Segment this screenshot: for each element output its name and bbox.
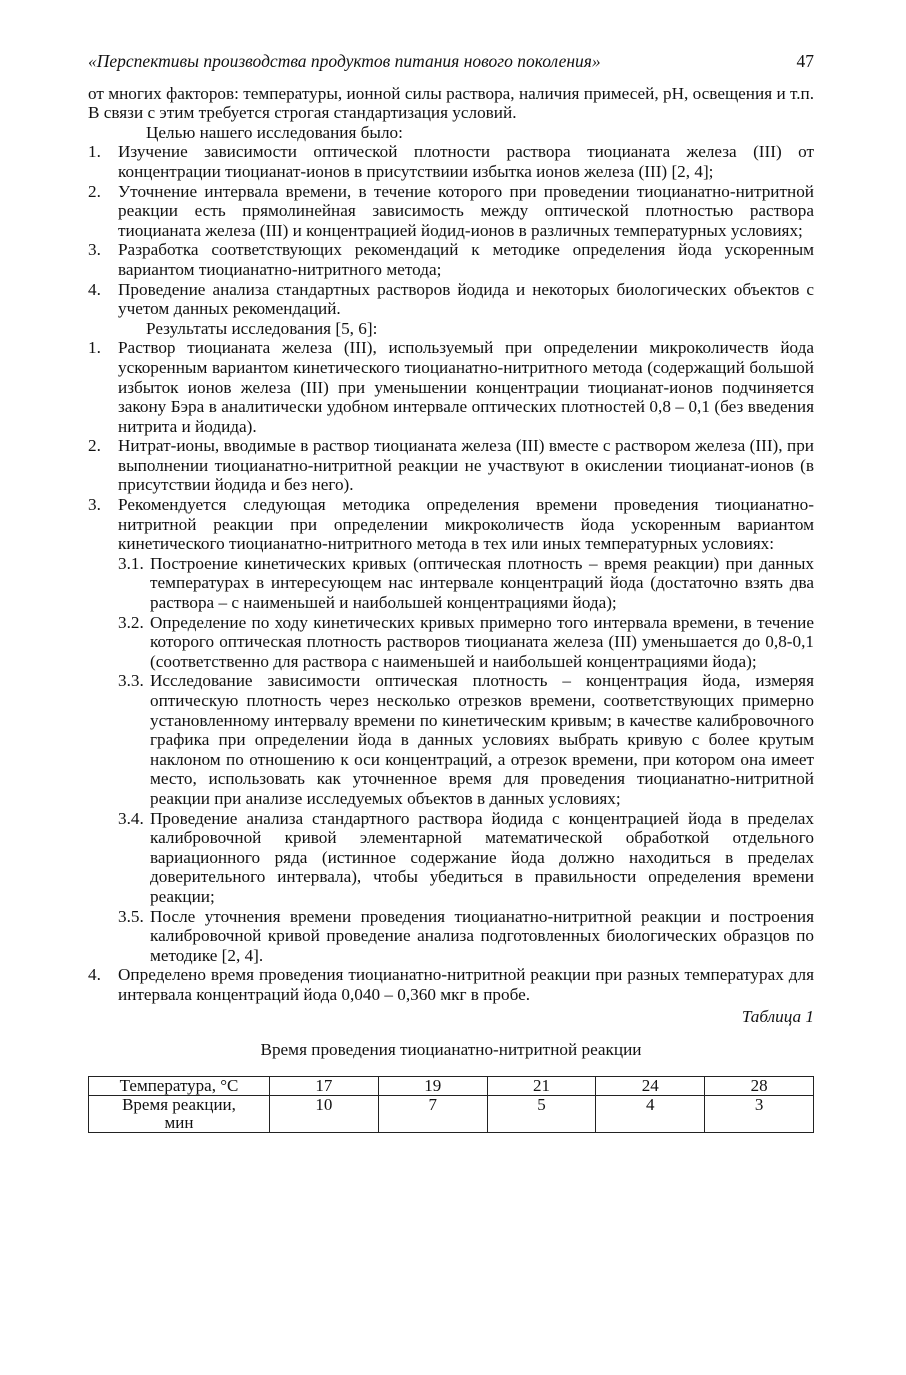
sub-item: 3.5. После уточнения времени проведения тиоцианатно-нитритной реакции и построения калибровочной кривой проведение анализа подготовленных биологических образцов по методике [2, 4]. — [118, 906, 814, 965]
page — [88, 52, 814, 1133]
results-heading: Результаты исследования [5, 6]: — [146, 318, 378, 338]
row-label-time: Время реакции, мин — [89, 1095, 270, 1132]
journal-title: «Перспективы производства продуктов питания нового поколения» — [88, 51, 601, 71]
results-list — [88, 338, 814, 1004]
running-header — [88, 52, 814, 72]
result-item: 1. Раствор тиоцианата железа (III), используемый при определении микроколичеств йода ускоренным вариантом кинетического тиоцианатно-нитритного метода (содержащий большой избыток ионов железа (III) при уменьшении концентрации тиоцианат-ионов подчиняется закону Бэра в аналитически удобном интервале оптических плотностей 0,8 – 0,1 (без введения нитрита и йодида). — [88, 338, 814, 436]
table-row — [89, 1076, 814, 1095]
time-cell: 7 — [378, 1095, 487, 1132]
temperature-cell: 19 — [378, 1076, 487, 1095]
aim-item: 2. Уточнение интервала времени, в течение которого при проведении тиоцианатно-нитритной реакции есть прямолинейная зависимость между оптической плотностью раствора тиоцианата железа (III) и концентрацией йодид-ионов в различных температурных условиях; — [88, 181, 814, 240]
result-item: 3. Рекомендуется следующая методика определения времени проведения тиоцианатно-нитритной реакции при определении микроколичеств йода ускоренным вариантом кинетического тиоцианатно-нитритного метода в тех или иных температурных условиях: — [88, 495, 814, 554]
aim-item: 1. Изучение зависимости оптической плотности раствора тиоцианата железа (III) от концентрации тиоцианат-ионов в присутствиии избытка ионов железа (III) [2, 4]; — [88, 142, 814, 181]
time-cell: 4 — [596, 1095, 705, 1132]
aims-list — [88, 142, 814, 318]
time-cell: 3 — [705, 1095, 814, 1132]
page-number: 47 — [796, 51, 814, 71]
row-label-temperature: Температура, °С — [89, 1076, 270, 1095]
intro-paragraph: от многих факторов: температуры, ионной силы раствора, наличия примесей, pH, освещения и т.п. В связи с этим требуется строгая стандартизация условий. — [88, 83, 814, 123]
sub-item: 3.2. Определение по ходу кинетических кривых примерно того интервала времени, в течение которого оптическая плотность растворов тиоцианата железа (III) уменьшается до 0,8-0,1 (соответственно для раствора с наименьшей и наибольшей концентрациями йода); — [118, 612, 814, 671]
temperature-cell: 28 — [705, 1076, 814, 1095]
temperature-cell: 21 — [487, 1076, 596, 1095]
time-cell: 5 — [487, 1095, 596, 1132]
sub-item: 3.4. Проведение анализа стандартного раствора йодида с концентрацией йода в пределах калибровочной кривой элементарной математической обработкой отдельного вариационного ряда (истинное содержание йода должно находиться в пределах доверительного интервала), чтобы убедиться в правильности определения времени реакции; — [118, 808, 814, 906]
result-item: 4. Определено время проведения тиоцианатно-нитритной реакции при разных температурах для интервала концентраций йода 0,040 – 0,360 мкг в пробе. — [88, 965, 814, 1004]
sub-item: 3.1. Построение кинетических кривых (оптическая плотность – время реакции) при данных температурах в интересующем нас интервале концентраций йода (достаточно взять два раствора – с наименьшей и наибольшей концентрациями йода); — [118, 553, 814, 613]
temperature-cell: 24 — [596, 1076, 705, 1095]
result-item: 2. Нитрат-ионы, вводимые в раствор тиоцианата железа (III) вместе с раствором железа (III), при выполнении тиоцианатно-нитритной реакции не участвуют в окислении тиоцианат-ионов (в присутствии йодида и без него). — [88, 436, 814, 495]
sub-item: 3.3. Исследование зависимости оптическая плотность – концентрация йода, измеряя оптическую плотность через несколько отрезков времени, соответствующих примерно установленному интервалу времени по кинетическим кривым; в качестве калибровочного графика при определении йода в данных условиях выбрать кривую с более крутым наклоном по отношению к оси концентраций, а отрезок времени, при котором она имеет место, использовать как уточненное время для проведения тиоцианатно-нитритной реакции при анализе исследуемых объектов в данных условиях; — [118, 671, 814, 808]
reaction-time-table — [88, 1076, 814, 1133]
temperature-cell: 17 — [270, 1076, 379, 1095]
aim-item: 3. Разработка соответствующих рекомендаций к методике определения йода ускоренным вариантом тиоцианатно-нитритного метода; — [88, 240, 814, 279]
time-cell: 10 — [270, 1095, 379, 1132]
table-title: Время проведения тиоцианатно-нитритной реакции — [260, 1040, 642, 1060]
aims-heading: Целью нашего исследования было: — [146, 122, 403, 142]
table-number: Таблица 1 — [741, 1006, 814, 1026]
table-row — [89, 1095, 814, 1132]
aim-item: 4. Проведение анализа стандартных растворов йодида и некоторых биологических объектов с учетом данных рекомендаций. — [88, 279, 814, 319]
